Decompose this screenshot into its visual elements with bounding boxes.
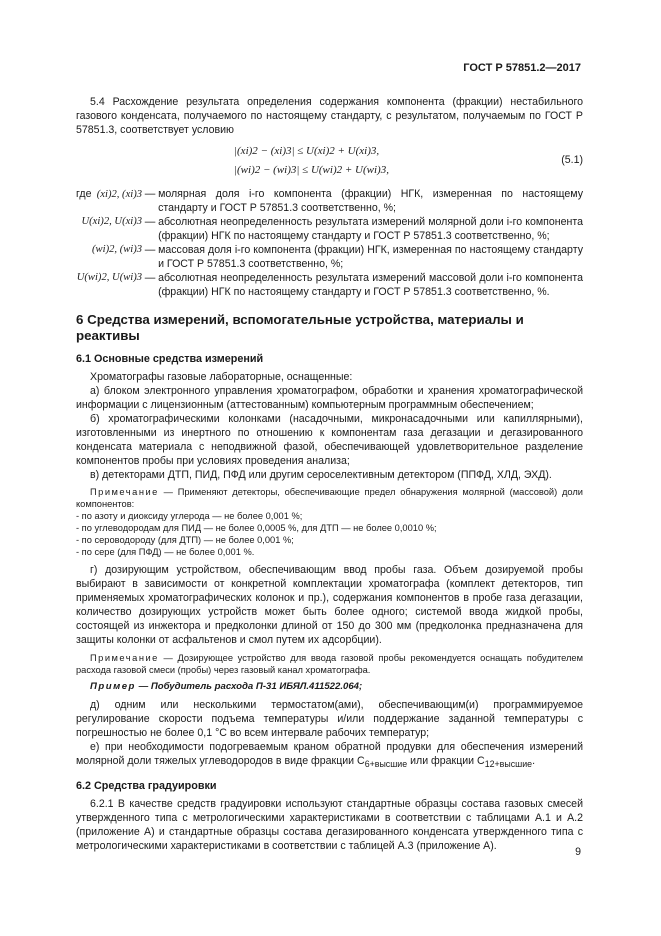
formula-number: (5.1) bbox=[561, 154, 583, 166]
note-text: Примечание — Применяют детекторы, обеспечивающие предел обнаружения молярной (массовой) доли компонентов: bbox=[76, 487, 583, 509]
note-detectors bbox=[76, 486, 583, 558]
formula-5-1 bbox=[76, 142, 583, 182]
document-header: ГОСТ Р 57851.2—2017 bbox=[463, 62, 581, 74]
list-item-g: г) дозирующим устройством, обеспечивающим ввод пробы газа. Объем дозируемой пробы выбирают в зависимости от конкретной комплектации хроматографа (комплект детекторов, тип применяемых хроматографических колонок и пр.), содержания компонентов в пробе газа дегазации, количество дозирующих устройств может быть более одного; системой ввода жидкой пробы, состоящей из инжектора и предколонки длиной от 150 до 300 мм (предколонка предназначена для защиты колонки от асфальтенов и смол путем их адсорбции). bbox=[76, 564, 583, 646]
list-item-b: б) хроматографическими колонками (насадочными, микронасадочными или капиллярными), изготовленными из инертного по отношению к компонентам газа дегазации и дегазированного конденсата материала с неподвижной фазой, обеспечивающей удовлетворительное разделение компонентов пробы при условиях проведения анализа; bbox=[76, 413, 583, 467]
definition-text: молярная доля i-го компонента (фракции) НГК, измеренная по настоящему стандарту и ГОСТ Р 57851.3 соответственно, %; bbox=[158, 188, 583, 214]
note-dosing bbox=[76, 652, 583, 676]
note-text: Примечание — Дозирующее устройство для ввода газовой пробы рекомендуется оснащать побудителем расхода газовой смеси (пробы) через газовый канал хроматографа. bbox=[76, 653, 583, 675]
definitions-table bbox=[76, 187, 583, 299]
formula-line-1: |(xi)2 − (xi)3| ≤ U(xi)2 + U(xi)3, bbox=[234, 145, 380, 157]
definition-text: абсолютная неопределенность результата измерений массовой доли i-го компонента (фракции) НГК по настоящему стандарту и ГОСТ Р 57851.3 соответственно, %. bbox=[158, 272, 583, 298]
paragraph-6-2-1: 6.2.1 В качестве средств градуировки используют стандартные образцы состава газовых смесей утвержденного типа с метрологическими характеристиками в соответствии с таблицами А.1 и А.2 (приложение А) и стандартные образцы состава дегазированного конденсата утвержденного типа с метрологическими характеристиками в соответствии с таблицей А.3 (приложение А). bbox=[76, 798, 583, 853]
list-item-a: а) блоком электронного управления хроматографом, обработки и хранения хроматографической информации с лицензионным (аттестованным) компьютерным программным обеспечением; bbox=[76, 385, 583, 411]
definition-dash: — bbox=[144, 188, 156, 200]
definition-row bbox=[76, 187, 583, 215]
definition-dash: — bbox=[144, 272, 156, 284]
page-number: 9 bbox=[575, 846, 581, 858]
note-item: - по углеводородам для ПИД — не более 0,0005 %, для ДТП — не более 0,0010 %; bbox=[76, 523, 437, 533]
section-6-title: 6 Средства измерений, вспомогательные устройства, материалы и реактивы bbox=[76, 312, 524, 343]
definition-text: абсолютная неопределенность результата измерений молярной доли i-го компонента (фракции) НГК по настоящему стандарту и ГОСТ Р 57851.3 соответственно, %; bbox=[158, 216, 583, 242]
definition-symbol: U(xi)2, U(xi)3 bbox=[81, 216, 143, 227]
definition-symbol: (wi)2, (wi)3 bbox=[92, 244, 143, 255]
section-6-1-title: 6.1 Основные средства измерений bbox=[76, 353, 264, 365]
note-label: Примечание bbox=[90, 653, 159, 663]
list-item-d: д) одним или несколькими термостатом(ами), обеспечивающим(и) программируемое регулирование скорости подъема температуры и/или поддержание заданной температуры с погрешностью не более 0,1 °С во всем интервале рабочих температур; bbox=[76, 699, 583, 739]
page-content bbox=[76, 95, 583, 853]
definition-symbol: где (xi)2, (xi)3 bbox=[76, 188, 143, 200]
definition-text: массовая доля i-го компонента (фракции) НГК, измеренная по настоящему стандарту и ГОСТ Р 57851.3 соответственно, %; bbox=[158, 244, 583, 270]
definition-row bbox=[76, 271, 583, 299]
definition-row bbox=[76, 215, 583, 243]
definition-row bbox=[76, 243, 583, 271]
paragraph-5-4: 5.4 Расхождение результата определения содержания компонента (фракции) нестабильного газового конденсата, получаемого по настоящему стандарту, с результатом, получаемым по ГОСТ Р 57851.3, соответствует условию bbox=[76, 96, 583, 136]
section-6-1-intro: Хроматографы газовые лабораторные, оснащенные: bbox=[90, 371, 353, 383]
definition-dash: — bbox=[144, 244, 156, 256]
note-label: Примечание bbox=[90, 487, 159, 497]
example-text: Пример — Побудитель расхода П-31 ИБЯЛ.411522.064; bbox=[90, 681, 363, 692]
note-item: - по сере (для ПФД) — не более 0,001 %. bbox=[76, 547, 255, 557]
section-6-2-title: 6.2 Средства градуировки bbox=[76, 780, 217, 793]
definition-symbol: U(wi)2, U(wi)3 bbox=[76, 272, 143, 283]
definition-dash: — bbox=[144, 216, 156, 228]
example-label: Пример bbox=[90, 681, 136, 692]
note-item: - по сероводороду (для ДТП) — не более 0,001 %; bbox=[76, 535, 294, 545]
list-item-v: в) детекторами ДТП, ПИД, ПФД или другим сероселективным детектором (ППФД, ХЛД, ЭХД). bbox=[90, 469, 552, 481]
note-item: - по азоту и диоксиду углерода — не более 0,001 %; bbox=[76, 511, 303, 521]
list-item-e: е) при необходимости подогреваемым краном обратной продувки для обеспечения измерений молярной доли тяжелых углеводородов в виде фракции $С_{6+высшие}$ или фракции $С_{12+высшие}$. bbox=[76, 741, 583, 770]
formula-line-2: |(wi)2 − (wi)3| ≤ U(wi)2 + U(wi)3, bbox=[234, 164, 389, 176]
